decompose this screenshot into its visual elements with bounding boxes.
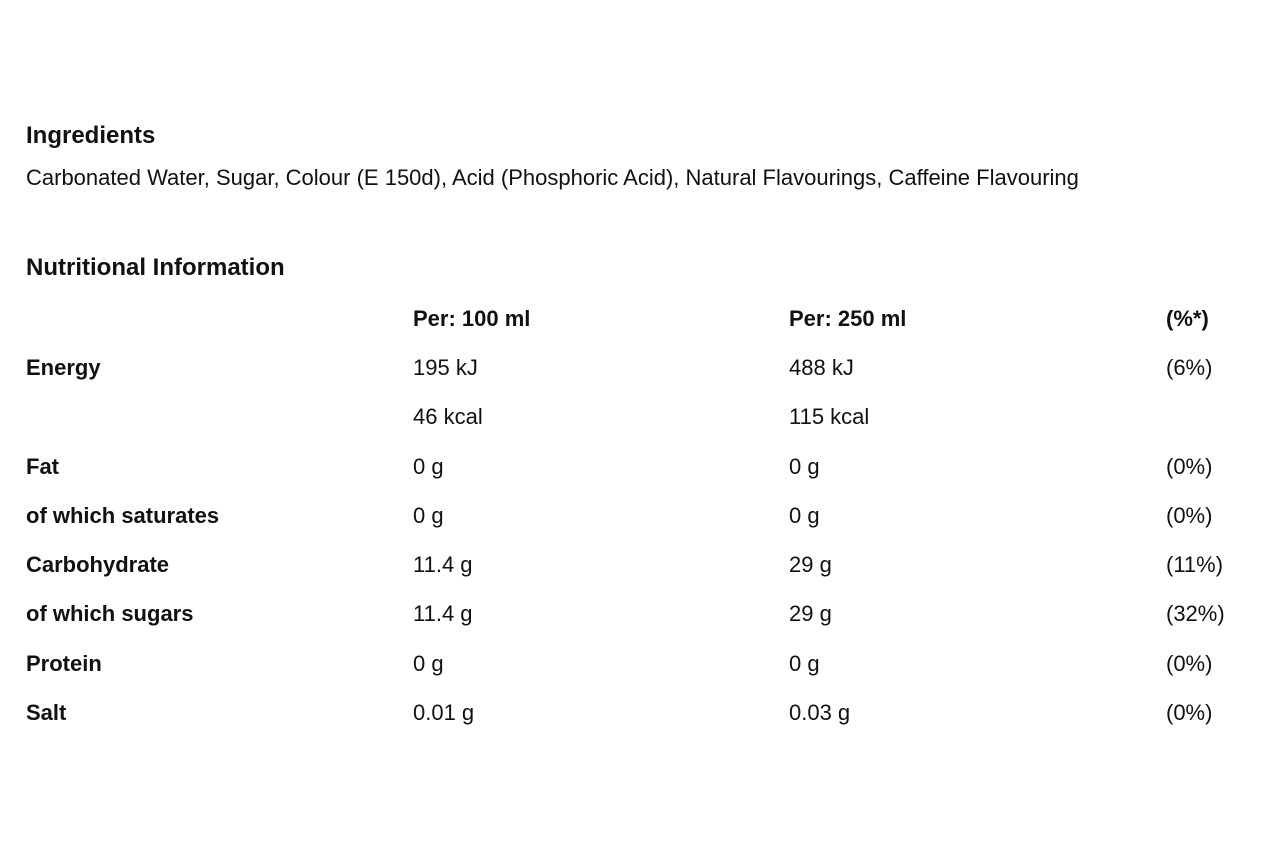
value-per-250ml: 0 g — [789, 454, 820, 479]
value-per-100ml: 11.4 g — [413, 552, 473, 577]
nutrient-label: Protein — [26, 651, 102, 676]
value-reference-intake: (6%) — [1166, 355, 1213, 380]
nutrient-label: of which saturates — [26, 503, 220, 528]
value-per-100ml: 0 g — [413, 651, 444, 676]
value-per-100ml: 0 g — [413, 454, 444, 479]
value-reference-intake: (0%) — [1166, 454, 1213, 479]
value-per-250ml: 29 g — [789, 552, 832, 577]
column-header-reference-intake: (%*) — [1166, 306, 1209, 331]
value-reference-intake: (0%) — [1166, 700, 1213, 725]
nutrient-label: of which sugars — [26, 601, 194, 626]
value-per-100ml: 0 g — [413, 503, 444, 528]
column-header-per-250ml: Per: 250 ml — [789, 306, 907, 331]
value-per-250ml: 488 kJ — [789, 355, 854, 380]
value-per-250ml: 29 g — [789, 601, 832, 626]
value-reference-intake: (32%) — [1166, 601, 1225, 626]
ingredients-list: Carbonated Water, Sugar, Colour (E 150d), Acid (Phosphoric Acid), Natural Flavourings, Caffeine Flavouring — [26, 165, 1079, 190]
value-per-100ml: 195 kJ — [413, 355, 478, 380]
value-per-250ml: 0.03 g — [789, 700, 851, 725]
value-per-250ml: 0 g — [789, 503, 820, 528]
nutrient-label: Salt — [26, 700, 67, 725]
value-reference-intake: (0%) — [1166, 503, 1213, 528]
column-header-per-100ml: Per: 100 ml — [413, 306, 531, 331]
nutrient-label: Fat — [26, 454, 59, 479]
nutrition-heading: Nutritional Information — [26, 254, 285, 281]
value-per-250ml: 115 kcal — [789, 404, 870, 429]
value-reference-intake: (11%) — [1166, 552, 1224, 577]
nutrient-label: Energy — [26, 355, 101, 380]
value-reference-intake: (0%) — [1166, 651, 1213, 676]
ingredients-heading: Ingredients — [26, 122, 156, 149]
value-per-250ml: 0 g — [789, 651, 820, 676]
value-per-100ml: 46 kcal — [413, 404, 483, 429]
value-per-100ml: 0.01 g — [413, 700, 475, 725]
nutrient-label: Carbohydrate — [26, 552, 170, 577]
value-per-100ml: 11.4 g — [413, 601, 473, 626]
